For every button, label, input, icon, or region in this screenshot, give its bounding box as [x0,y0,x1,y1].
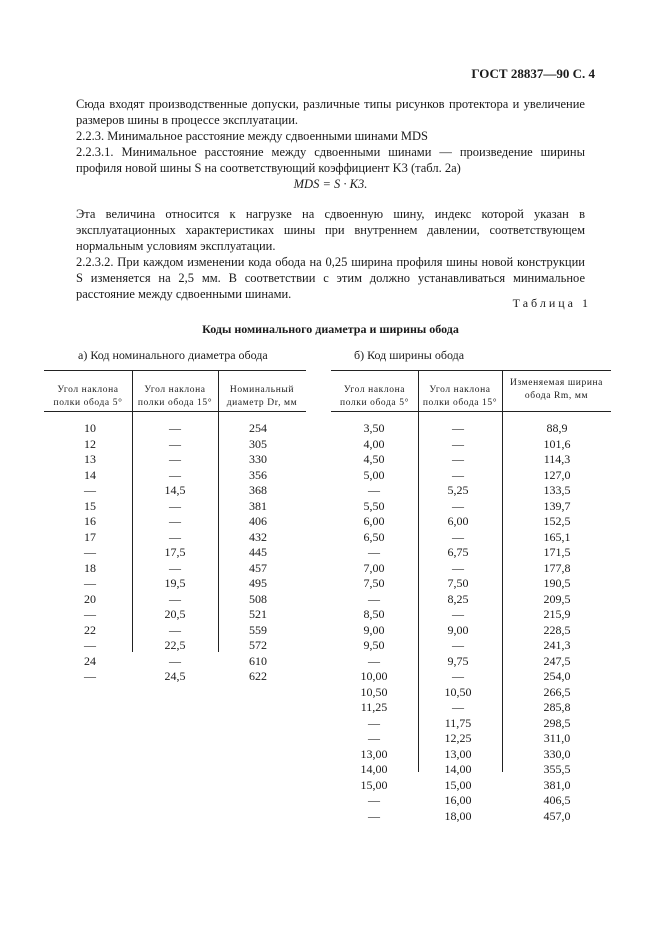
table-cell: 228,5 [543,622,571,637]
table-b-header-3: Изменяемая ширина обода Rm, мм [509,378,604,401]
table-cell: — [169,467,181,482]
table-b-header-1: Угол наклона полки обода 5° [340,385,409,408]
table-cell: 622 [249,669,267,683]
table-cell: 18 [84,560,96,575]
table-cell: 15,00 [360,777,388,792]
table-b-divider [502,370,503,772]
table-a-col-rim-5deg [60,421,120,685]
table-b-col-rim-15deg [428,421,488,824]
table-cell: — [169,498,181,513]
table-cell: — [84,545,96,559]
table-a-header-rule [44,411,306,412]
subtable-a-title: а) Код номинального диаметра обода [78,348,268,362]
table-cell: 457,0 [543,808,571,823]
table-cell: 20 [84,591,96,606]
table-cell: — [169,529,181,544]
table-cell: — [368,793,380,807]
table-cell: 9,00 [363,622,385,637]
table-cell: 152,5 [543,514,571,528]
body-text [76,206,585,302]
table-cell: — [368,715,380,730]
table-cell: 22,5 [164,638,186,652]
table-cell: 20,5 [164,607,186,621]
table-cell: 18,00 [444,808,472,823]
page-header: ГОСТ 28837—90 С. 4 [471,66,595,81]
table-cell: 15,00 [444,777,472,792]
table-b-divider [418,370,419,772]
table-cell: 6,00 [447,514,469,528]
table-cell: 247,5 [543,653,571,668]
table-cell: 127,0 [543,467,571,482]
paragraph: 2.2.3.1. Минимальное расстояние между сдвоенными шинами — произведение ширины профиля новой шины S на соответствующий коэффициент K3 (табл. 2а) [76,145,585,175]
table-cell: 330 [249,452,267,466]
table-cell: 445 [249,545,267,559]
table-cell: 330,0 [543,746,571,761]
table-a-divider [132,370,133,652]
table-cell: 285,8 [543,700,571,714]
table-cell: 13,00 [444,746,472,761]
table-cell: 11,75 [444,715,472,730]
table-cell: — [84,638,96,652]
table-cell: 8,50 [363,607,385,621]
table-cell: — [452,436,464,451]
table-cell: 4,50 [363,452,385,466]
paragraph: Сюда входят производственные допуски, различные типы рисунков протектора и увеличение размеров шины в процессе эксплуатации. [76,97,585,127]
table-a-header-1: Угол наклона полки обода 5° [53,385,123,408]
table-cell: 11,25 [360,700,388,714]
table-cell: 12 [84,436,96,451]
formula: MDS = S · K3. [293,177,368,191]
table-cell: — [84,669,96,683]
paragraph: Эта величина относится к нагрузке на сдвоенную шину, индекс которой указан в эксплуатационных характеристиках шины при внутреннем давлении, соответствующем нормальным условиям эксплуатации. [76,207,585,253]
table-cell: — [368,808,380,823]
table-cell: 6,50 [363,529,385,544]
table-cell: 311,0 [543,731,571,745]
table-cell: 266,5 [543,684,571,699]
table-cell: 133,5 [543,483,571,497]
table-cell: 559 [249,622,267,637]
table-cell: — [368,483,380,497]
table-cell: — [368,731,380,745]
table-cell: 9,00 [447,622,469,637]
table-cell: — [84,483,96,497]
table-cell: — [84,607,96,621]
table-cell: 572 [249,638,267,652]
table-cell: 13,00 [360,746,388,761]
table-cell: — [452,607,464,621]
table-cell: 101,6 [543,436,571,451]
table-cell: 14 [84,467,96,482]
table-cell: 406 [249,514,267,528]
table-cell: — [169,560,181,575]
table-cell: — [452,560,464,575]
table-cell: 368 [249,483,267,497]
table-cell: 209,5 [543,591,571,606]
table-cell: 610 [249,653,267,668]
table-cell: 9,50 [363,638,385,652]
table-cell: 24,5 [164,669,186,683]
section-heading: 2.2.3. Минимальное расстояние между сдвоенными шинами MDS [76,129,429,143]
table-cell: 10,50 [444,684,472,699]
table-cell: — [452,669,464,683]
table-cell: 495 [249,576,267,590]
table-cell: 7,00 [363,560,385,575]
table-b-header-rule [331,411,611,412]
table-cell: 254 [249,421,267,435]
table-cell: 15 [84,498,96,513]
intro-text [76,96,585,176]
table-cell: 356 [249,467,267,482]
table-cell: 14,00 [360,762,388,776]
table-cell: 298,5 [543,715,571,730]
table-cell: — [452,498,464,513]
table-cell: 16 [84,514,96,528]
table-cell: 17 [84,529,96,544]
table-cell: 22 [84,622,96,637]
table-cell: 381,0 [543,777,571,792]
table-title: Коды номинального диаметра и ширины обода [202,322,459,336]
table-cell: 406,5 [543,793,571,807]
table-cell: 13 [84,452,96,466]
table-cell: 171,5 [543,545,571,559]
table-cell: 4,00 [363,436,385,451]
table-cell: 10,50 [360,684,388,699]
table-cell: 19,5 [164,576,186,590]
table-a-col-rim-15deg [145,421,205,685]
table-a-col-diameter [228,421,288,685]
table-cell: 381 [249,498,267,513]
table-cell: 254,0 [543,669,571,683]
table-a-header-2: Угол наклона полки обода 15° [137,385,213,408]
table-cell: — [452,421,464,435]
table-cell: 17,5 [164,545,186,559]
table-cell: 7,50 [363,576,385,590]
table-cell: 215,9 [543,607,571,621]
table-cell: — [452,452,464,466]
table-cell: 355,5 [543,762,571,776]
table-cell: 508 [249,591,267,606]
table-cell: — [368,591,380,606]
table-cell: 139,7 [543,498,571,513]
table-cell: 3,50 [363,421,385,435]
table-cell: — [169,514,181,528]
table-cell: 10,00 [360,669,388,683]
table-cell: — [368,653,380,668]
table-cell: 12,25 [444,731,472,745]
subtable-b-title: б) Код ширины обода [354,348,465,362]
table-a-top-rule [44,370,306,371]
table-cell: — [169,622,181,637]
table-cell: 114,3 [543,452,571,466]
table-b-col-width [522,421,592,824]
table-cell: 16,00 [444,793,472,807]
table-cell: — [452,700,464,714]
paragraph: 2.2.3.2. При каждом изменении кода обода на 0,25 ширина профиля шины новой конструкции S изменяется на 2,5 мм. В соответствии с этим должно устанавливаться минимальное расстояние между сдвоенными шинами. [76,255,585,301]
table-label: Таблица 1 [512,296,591,310]
table-cell: 432 [249,529,267,544]
table-a-header-3: Номинальный диаметр Dr, мм [226,385,298,408]
table-cell: — [84,576,96,590]
table-cell: 14,5 [164,483,186,497]
table-cell: 10 [84,421,96,435]
table-b-header-2: Угол наклона полки обода 15° [422,385,498,408]
table-cell: 6,75 [447,545,469,559]
table-cell: — [169,591,181,606]
table-cell: 5,50 [363,498,385,513]
table-cell: — [452,529,464,544]
table-cell: — [452,638,464,652]
table-cell: — [169,421,181,435]
table-cell: 305 [249,436,267,451]
table-a-divider [218,370,219,652]
table-cell: 24 [84,653,96,668]
table-b-top-rule [331,370,611,371]
table-cell: — [169,452,181,466]
table-cell: — [452,467,464,482]
table-cell: 8,25 [447,591,469,606]
table-cell: 5,00 [363,467,385,482]
table-cell: — [169,436,181,451]
table-cell: 241,3 [543,638,571,652]
table-cell: 521 [249,607,267,621]
table-cell: — [169,653,181,668]
table-b-col-rim-5deg [344,421,404,824]
table-cell: 14,00 [444,762,472,776]
table-cell: 6,00 [363,514,385,528]
table-cell: 190,5 [543,576,571,590]
table-cell: 9,75 [447,653,469,668]
table-cell: 177,8 [543,560,571,575]
table-cell: 457 [249,560,267,575]
table-cell: 88,9 [546,421,568,435]
table-cell: 5,25 [447,483,469,497]
table-cell: 165,1 [543,529,571,544]
table-cell: — [368,545,380,559]
table-cell: 7,50 [447,576,469,590]
